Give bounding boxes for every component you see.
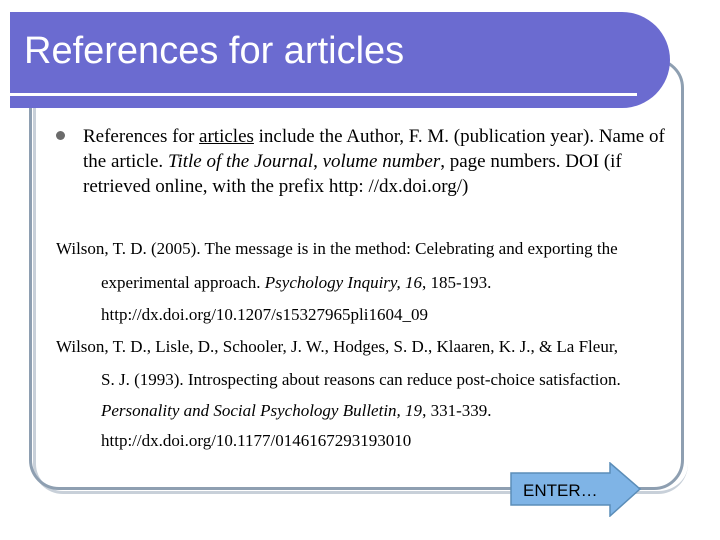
bullet-part: include the Author, F. M. (publication year). Name of the article. bbox=[83, 126, 665, 172]
reference-1-doi: http://dx.doi.org/10.1207/s15327965pli1604_09 bbox=[101, 305, 428, 324]
reference-2-line-1: Wilson, T. D., Lisle, D., Schooler, J. W., Hodges, S. D., Klaaren, K. J., & La Fleur, bbox=[56, 337, 619, 356]
title-underline bbox=[10, 93, 637, 96]
bullet-part: References for bbox=[83, 126, 200, 147]
reference-1-line-2 bbox=[101, 274, 491, 291]
enter-label: ENTER… bbox=[523, 481, 598, 500]
bullet-part: , page numbers. DOI (if retrieved online, with the prefix http: //dx.doi.org/) bbox=[83, 151, 622, 197]
bullet-text bbox=[83, 124, 683, 199]
reference-2-line-3 bbox=[101, 402, 491, 419]
slide-title: References for articles bbox=[24, 30, 405, 72]
reference-1-journal: Psychology Inquiry, 16 bbox=[264, 273, 423, 292]
reference-1-line-1: Wilson, T. D. (2005). The message is in the method: Celebrating and exporting the bbox=[56, 239, 618, 258]
bullet-journal-italic: Title of the Journal bbox=[167, 151, 314, 172]
reference-2-doi: http://dx.doi.org/10.1177/0146167293193010 bbox=[101, 431, 412, 450]
bullet-underlined-word: articles bbox=[199, 126, 254, 147]
reference-2-journal: Personality and Social Psychology Bulletin, 19 bbox=[101, 401, 423, 420]
reference-2-line-2: S. J. (1993). Introspecting about reasons can reduce post-choice satisfaction. bbox=[101, 370, 621, 389]
bullet-icon bbox=[56, 131, 65, 140]
bullet-volume-italic: volume number bbox=[322, 151, 441, 172]
reference-1-text: experimental approach. bbox=[101, 273, 265, 292]
bullet-part: , bbox=[313, 151, 323, 172]
enter-arrow-button[interactable] bbox=[510, 462, 642, 517]
reference-2-pages: , 331-339. bbox=[422, 401, 492, 420]
reference-1-pages: , 185-193. bbox=[422, 273, 492, 292]
